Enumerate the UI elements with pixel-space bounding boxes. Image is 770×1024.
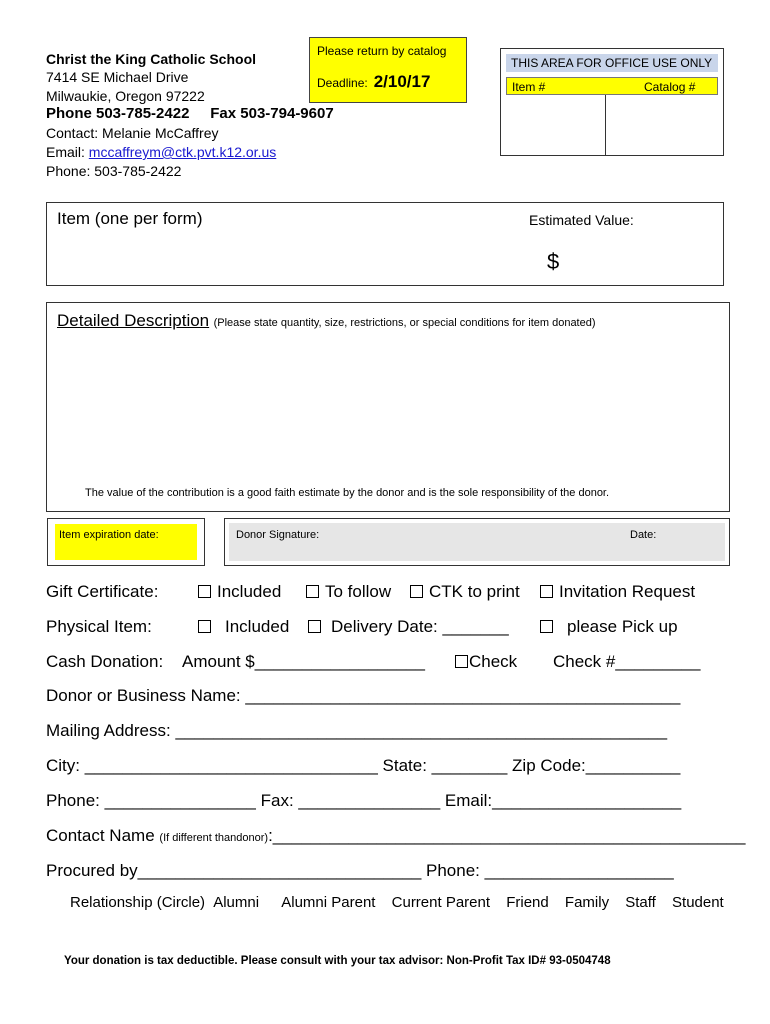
office-divider (605, 95, 606, 156)
estimated-value-label: Estimated Value: (529, 212, 634, 228)
description-header (57, 311, 596, 331)
date-label: Date: (630, 529, 657, 541)
gift-option-to-follow[interactable]: To follow (306, 581, 391, 603)
cash-donation-label: Cash Donation: (46, 652, 164, 671)
email-link[interactable]: mccaffreym@ctk.pvt.k12.or.us (88, 144, 277, 160)
email-label: Email: (46, 144, 89, 160)
deadline-row (317, 72, 430, 92)
deadline-value: 2/10/17 (373, 72, 431, 91)
deadline-box (309, 37, 467, 103)
item-box[interactable] (46, 202, 724, 286)
relationship-row (70, 894, 724, 911)
physical-item-label: Physical Item: (46, 617, 152, 636)
relationship-alumni-parent[interactable]: Alumni Parent (281, 894, 376, 911)
office-use-title: THIS AREA FOR OFFICE USE ONLY (506, 54, 718, 72)
return-text: Please return by catalog (317, 44, 447, 58)
physical-option-pickup[interactable]: please Pick up (540, 616, 678, 638)
expiration-box (47, 518, 205, 566)
dollar-sign: $ (547, 249, 560, 274)
description-note: (Please state quantity, size, restrictions, or special conditions for item donated) (213, 317, 596, 329)
gift-option-included[interactable]: Included (198, 581, 281, 603)
description-box[interactable] (46, 302, 730, 512)
physical-option-included[interactable]: Included (198, 616, 289, 638)
address-line-2: Milwaukie, Oregon 97222 (46, 88, 205, 104)
checkbox-icon[interactable] (306, 585, 319, 598)
relationship-alumni[interactable]: Alumni (213, 894, 260, 911)
phone-fax-email-field[interactable]: Phone: ________________ Fax: _______________ Email:____________________ (46, 791, 682, 810)
value-disclaimer: The value of the contribution is a good faith estimate by the donor and is the sole responsibility of the donor. (85, 487, 610, 499)
office-use-box (500, 48, 724, 156)
donor-name-field[interactable]: Donor or Business Name: ______________________________________________ (46, 686, 681, 705)
signature-label: Donor Signature: (236, 529, 320, 541)
expiration-label: Item expiration date: (59, 529, 159, 541)
contact-name-note: (If different thandonor) (159, 832, 269, 844)
gift-certificate-label: Gift Certificate: (46, 582, 159, 601)
relationship-label: Relationship (Circle) (70, 894, 206, 911)
signature-box (224, 518, 730, 566)
cash-check-option[interactable]: Check (455, 651, 517, 673)
phone-fax: Phone 503-785-2422 Fax 503-794-9607 (46, 105, 334, 122)
mailing-address-field[interactable]: Mailing Address: ____________________________________________________ (46, 721, 668, 740)
physical-option-delivery[interactable]: Delivery Date: _______ (308, 616, 509, 638)
relationship-family[interactable]: Family (564, 894, 610, 911)
relationship-student[interactable]: Student (672, 894, 724, 911)
description-title: Detailed Description (57, 311, 210, 330)
item-number-label: Item # (512, 80, 546, 94)
checkbox-icon[interactable] (308, 620, 321, 633)
catalog-number-label: Catalog # (644, 80, 696, 94)
school-name: Christ the King Catholic School (46, 51, 257, 67)
checkbox-icon[interactable] (455, 655, 468, 668)
office-use-columns (506, 77, 718, 95)
tax-deductible-footer: Your donation is tax deductible. Please consult with your tax advisor: Non-Profit Tax ID# 93-0504748 (64, 955, 611, 967)
phone-line: Phone: 503-785-2422 (46, 163, 182, 179)
address-line-1: 7414 SE Michael Drive (46, 69, 189, 85)
contact-name-line: :__________________________________________________ (268, 826, 746, 845)
procured-by-field[interactable]: Procured by______________________________ Phone: ____________________ (46, 861, 674, 880)
city-state-zip-field[interactable]: City: _______________________________ State: ________ Zip Code:__________ (46, 756, 681, 775)
relationship-friend[interactable]: Friend (506, 894, 549, 911)
checkbox-icon[interactable] (410, 585, 423, 598)
relationship-staff[interactable]: Staff (625, 894, 656, 911)
checkbox-icon[interactable] (540, 585, 553, 598)
checkbox-icon[interactable] (540, 620, 553, 633)
contact-name: Contact: Melanie McCaffrey (46, 125, 219, 141)
gift-option-ctk-print[interactable]: CTK to print (410, 581, 520, 603)
relationship-current-parent[interactable]: Current Parent (391, 894, 491, 911)
cash-amount-field[interactable]: Amount $__________________ (182, 652, 425, 671)
contact-name-field[interactable] (46, 825, 746, 849)
email-line (46, 143, 276, 161)
check-number-field[interactable]: Check #_________ (553, 652, 701, 671)
expiration-date-field[interactable] (55, 524, 197, 560)
checkbox-icon[interactable] (198, 620, 211, 633)
item-label: Item (one per form) (57, 209, 203, 228)
checkbox-icon[interactable] (198, 585, 211, 598)
deadline-label: Deadline: (317, 76, 368, 90)
contact-name-label: Contact Name (46, 826, 155, 845)
gift-option-invitation[interactable]: Invitation Request (540, 581, 695, 603)
